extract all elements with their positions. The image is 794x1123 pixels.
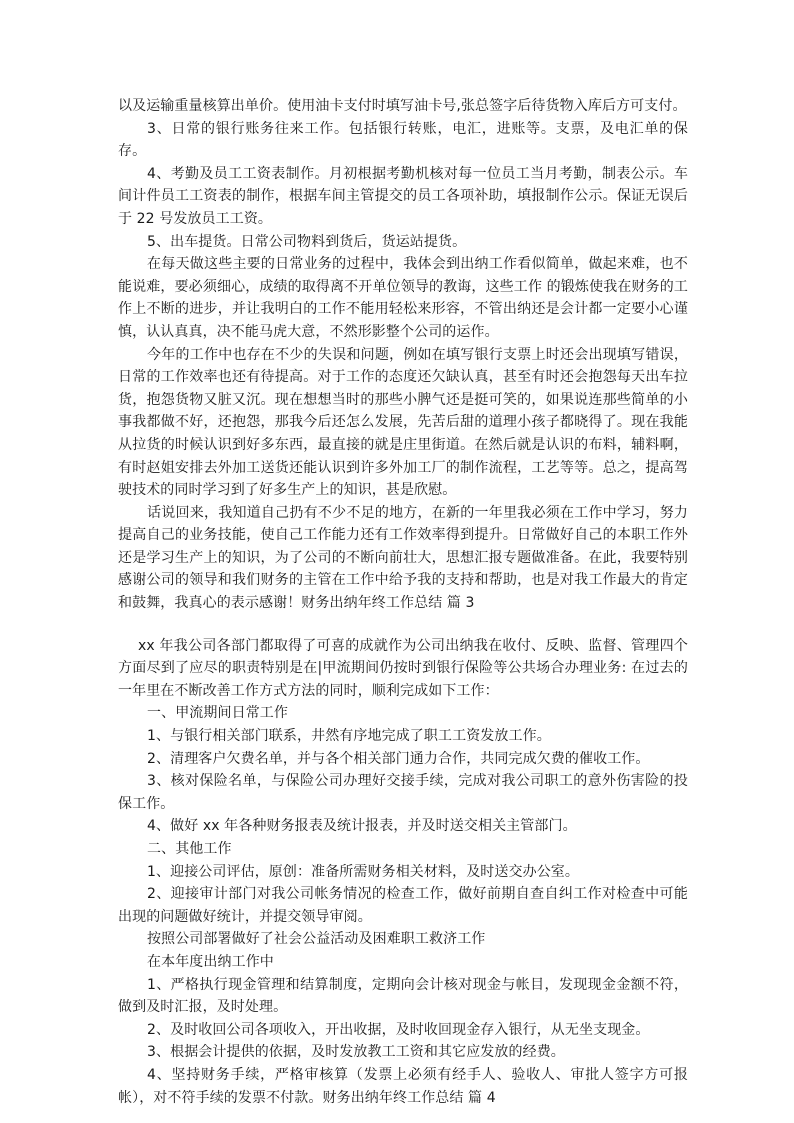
paragraph: 在每天做这些主要的日常业务的过程中，我体会到出纳工作看似简单，做起来难，也不能说难，要必须细心，成绩的取得离不开单位领导的教诲，这些工作 的锻炼使我在财务的工作上不断的进步，并让我明白的工作不能用轻松来形容，不管出纳还是会计都一定要小心谨慎，认认真真，决不能马虎大意，不然形影整个公司的运作。 [118,256,688,340]
section-heading: 一、甲流期间日常工作 [147,705,288,722]
paragraph: 在本年度出纳工作中 [147,953,274,970]
paragraph: 今年的工作中也存在不少的失误和问题，例如在填写银行支票上时还会出现填写错误，日常的工作效率也还有待提高。对于工作的态度还欠缺认真，甚至有时还会抱怨每天出车拉货，抱怨货物又脏又沉。现在想想当时的那些小脾气还是挺可笑的，如果说连那些简单的小事我都做不好，还抱怨，那我今后还怎么发展，先苦后甜的道理小孩子都晓得了。现在我能从拉货的时候认识到好多东西，最直接的就是庄里街道。在然后就是认识的布料，辅料啊，有时赵姐安排去外加工送货还能认识到许多外加工厂的制作流程，工艺等等。总之，提高驾驶技术的同时学习到了好多生产上的知识，甚是欣慰。 [118,346,688,499]
list-item: 1、严格执行现金管理和结算制度，定期向会计核对现金与帐目，发现现金金额不符，做到及时汇报，及时处理。 [118,976,688,1016]
paragraph: 3、日常的银行账务往来工作。包括银行转账，电汇，进账等。支票，及电汇单的保存。 [118,120,688,160]
paragraph-intro: xx 年我公司各部门都取得了可喜的成就作为公司出纳我在收付、反映、监督、管理四个方面尽到了应尽的职责特别是在|甲流期间仍按时到银行保险等公共场合办理业务: 在过去的一年里在不断改善工作方式方法的同时，顺利完成如下工作： [118,637,688,699]
paragraph: 4、考勤及员工工资表制作。月初根据考勤机核对每一位员工当月考勤，制表公示。车间计件员工工资表的制作，根据车间主管提交的员工各项补助，填报制作公示。保证无误后于 22 号发放员工工资。 [118,165,688,227]
section-gap [118,615,688,635]
list-item: 2、迎接审计部门对我公司帐务情况的检查工作，做好前期自查自纠工作对检查中可能出现的问题做好统计，并提交领导审阅。 [118,886,688,925]
list-item: 4、做好 xx 年各种财务报表及统计报表，并及时送交相关主管部门。 [147,818,577,835]
list-item: 4、坚持财务手续，严格审核算（发票上必须有经手人、验收人、审批人签字方可报帐），对不符手续的发票不付款。财务出纳年终工作总结 篇 4 [118,1066,688,1106]
paragraph: 按照公司部署做好了社会公益活动及困难职工救济工作 [147,931,486,948]
list-item: 2、及时收回公司各项收入，开出收据，及时收回现金存入银行，从无坐支现金。 [147,1021,650,1038]
list-item: 3、根据会计提供的依据，及时发放教工工资和其它应发放的经费。 [147,1044,565,1061]
paragraph: 5、出车提货。日常公司物料到货后，货运站提货。 [147,233,467,250]
list-item: 2、清理客户欠费名单，并与各个相关部门通力合作，共同完成欠费的催收工作。 [147,750,650,767]
paragraph: 话说回来，我知道自己扔有不少不足的地方，在新的一年里我必须在工作中学习，努力提高自己的业务技能，使自己工作能力还有工作效率得到提升。日常做好自己的本职工作外还是学习生产上的知识，为了公司的不断向前壮大，思想汇报专题做准备。在此，我要特别感谢公司的领导和我们财务的主管在工作中给予我的支持和帮助，也是对我工作最大的肯定和鼓舞，我真心的表示感谢！财务出纳年终工作总结 篇 3 [118,504,688,612]
list-item: 3、核对保险名单，与保险公司办理好交接手续，完成对我公司职工的意外伤害险的投保工作。 [118,773,688,812]
section-heading: 二、其他工作 [147,841,232,857]
list-item: 1、迎接公司评估，原创：准备所需财务相关材料，及时送交办公室。 [147,863,580,880]
paragraph: 以及运输重量核算出单价。使用油卡支付时填写油卡号,张总签字后待货物入库后方可支付。 [118,98,687,114]
list-item: 1、与银行相关部门联系，井然有序地完成了职工工资发放工作。 [147,728,551,745]
document-page [118,95,688,1109]
